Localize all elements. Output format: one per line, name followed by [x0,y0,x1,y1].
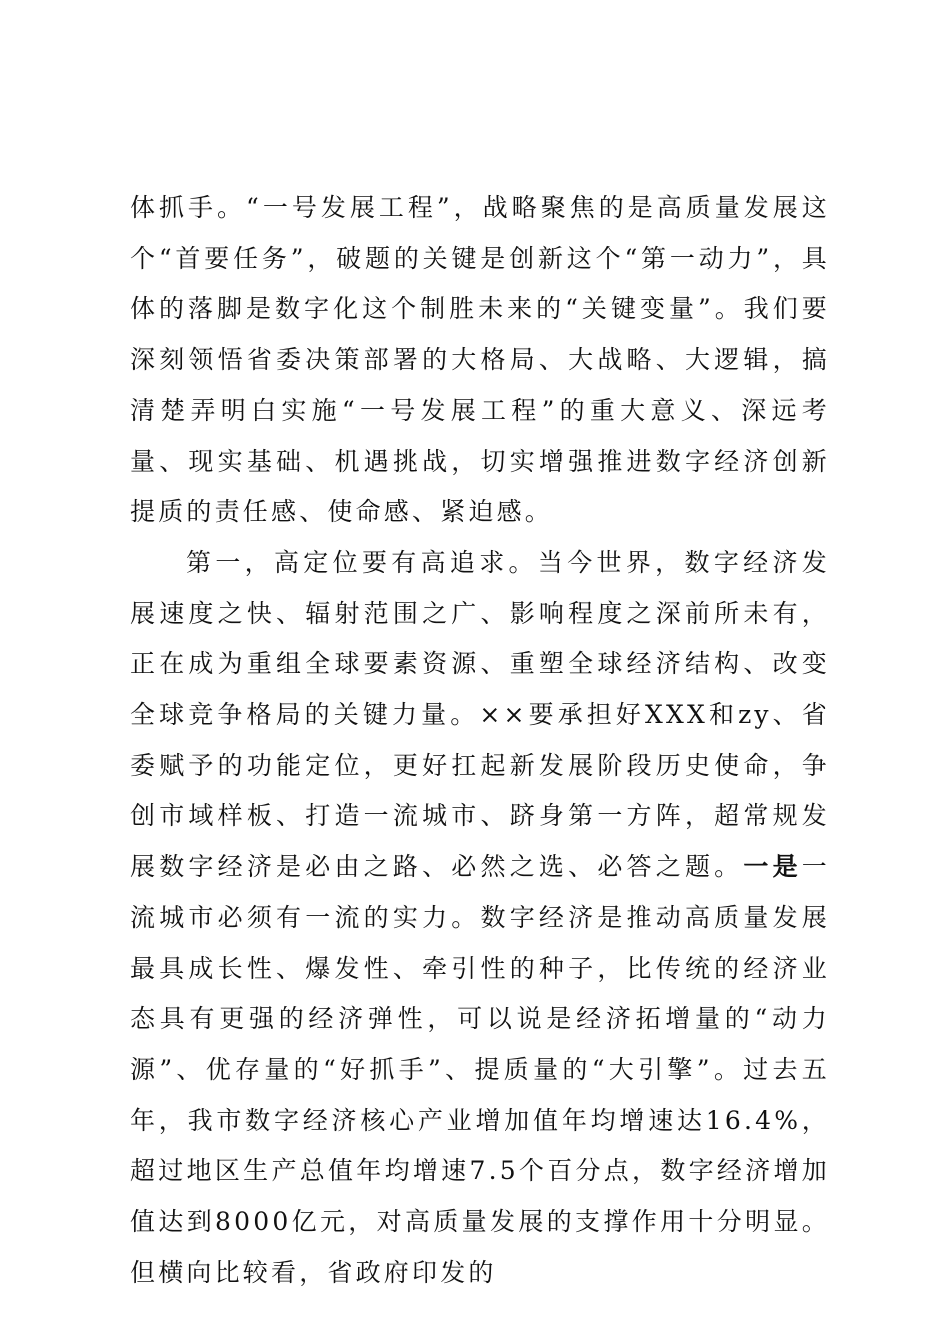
paragraph-2 [130,538,830,1299]
document-body [130,183,830,1298]
paragraph-1: 体抓手。“一号发展工程”，战略聚焦的是高质量发展这个“首要任务”，破题的关键是创新这个“第一动力”，具体的落脚是数字化这个制胜未来的“关键变量”。我们要深刻领悟省委决策部署的大格局、大战略、大逻辑，搞清楚弄明白实施“一号发展工程”的重大意义、深远考量、现实基础、机遇挑战，切实增强推进数字经济创新提质的责任感、使命感、紧迫感。 [130,193,830,527]
paragraph-2-bold-marker: 一是 [743,852,802,882]
paragraph-2-part-2: 一流城市必须有一流的实力。数字经济是推动高质量发展最具成长性、爆发性、牵引性的种子，比传统的经济业态具有更强的经济弹性，可以说是经济拓增量的“动力源”、优存量的“好抓手”、提质量的“大引擎”。过去五年，我市数字经济核心产业增加值年均增速达16.4%，超过地区生产总值年均增速7.5个百分点，数字经济增加值达到8000亿元，对高质量发展的支撑作用十分明显。但横向比较看，省政府印发的 [130,852,830,1287]
paragraph-2-part-1: 第一，高定位要有高追求。当今世界，数字经济发展速度之快、辐射范围之广、影响程度之深前所未有，正在成为重组全球要素资源、重塑全球经济结构、改变全球竞争格局的关键力量。××要承担好XXX和zy、省委赋予的功能定位，更好扛起新发展阶段历史使命，争创市域样板、打造一流城市、跻身第一方阵，超常规发展数字经济是必由之路、必然之选、必答之题。 [130,547,830,882]
